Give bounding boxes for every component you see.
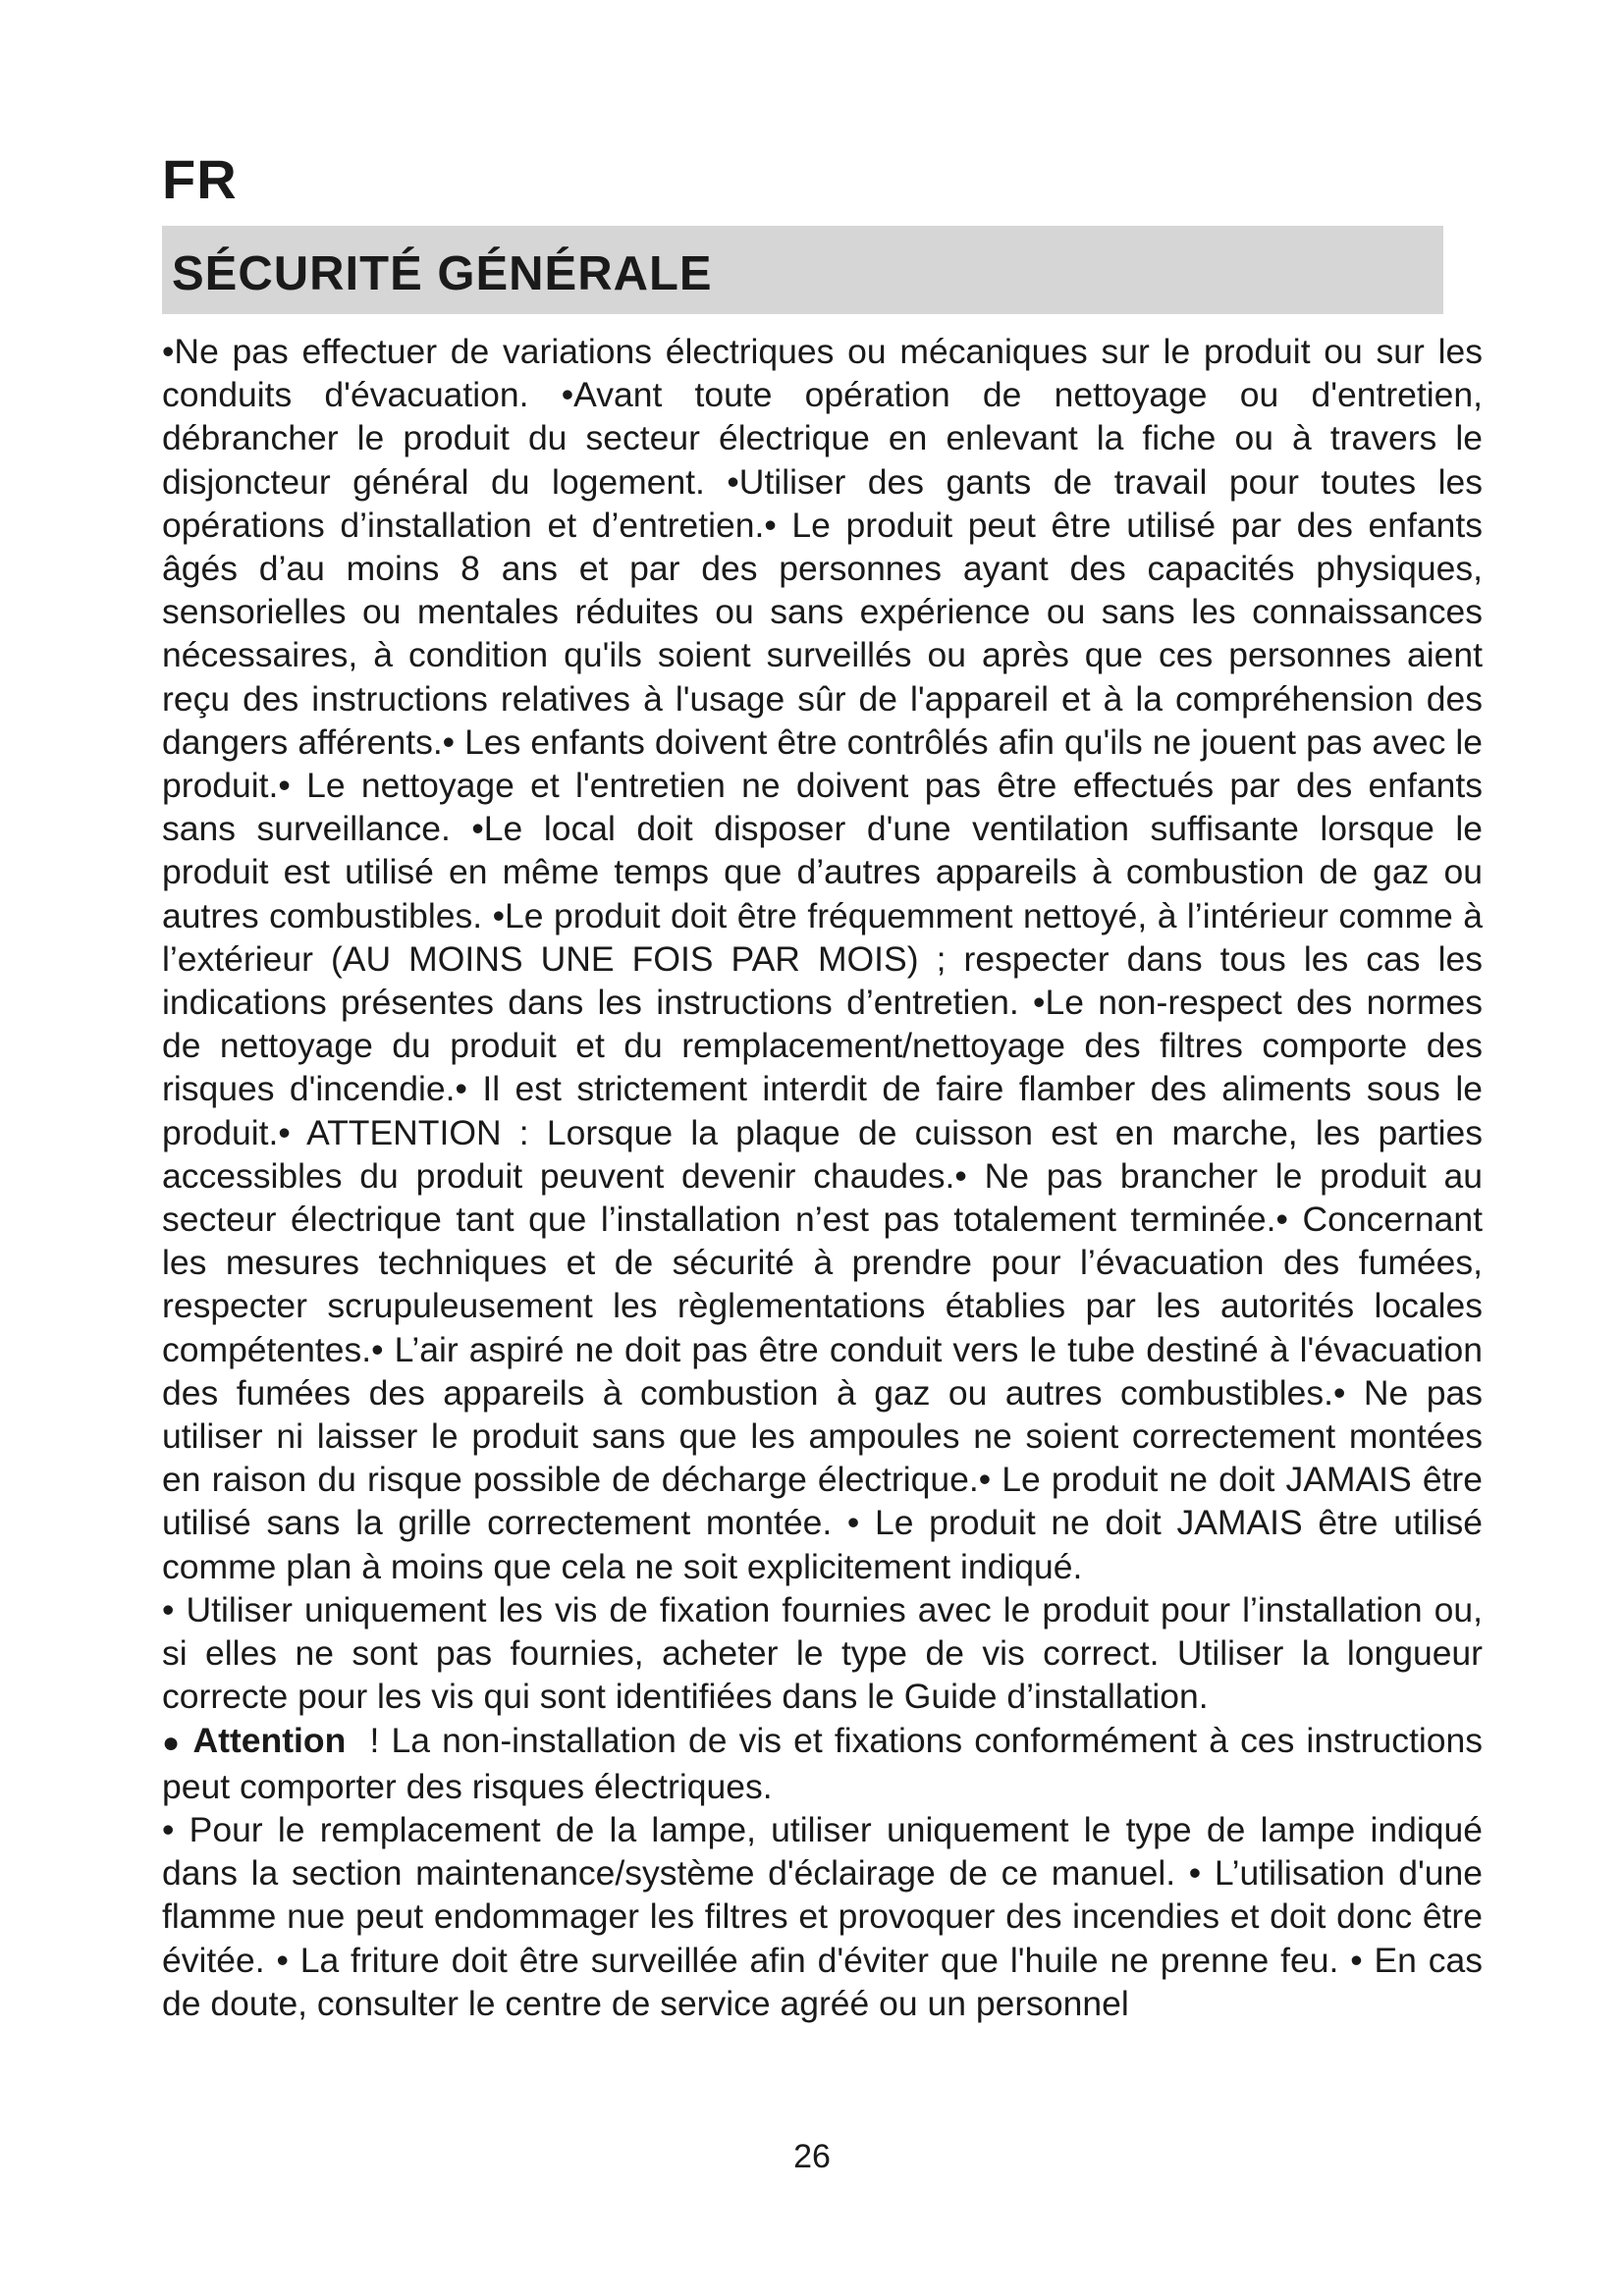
section-title: SÉCURITÉ GÉNÉRALE: [172, 246, 713, 300]
attention-paragraph: [162, 1719, 1483, 1808]
bullet-dot-icon: ●: [162, 1726, 181, 1759]
section-title-bar: [162, 226, 1443, 314]
page-number: 26: [793, 2138, 831, 2175]
attention-mark: !: [369, 1720, 380, 1760]
safety-text-body: [162, 330, 1483, 2025]
attention-text: La non-installation de vis et fixations conformément à ces instructions peut comporter des risques électriques.: [162, 1720, 1483, 1806]
safety-paragraph-1: •Ne pas effectuer de variations électriques ou mécaniques sur le produit ou sur les conduits d'évacuation. •Avant toute opération de nettoyage ou d'entretien, débrancher le produit du secteur électrique en enlevant la fiche ou à travers le disjoncteur général du logement. •Utiliser des gants de travail pour toutes les opérations d’installation et d’entretien.• Le produit peut être utilisé par des enfants âgés d’au moins 8 ans et par des personnes ayant des capacités physiques, sensorielles ou mentales réduites ou sans expérience ou sans les connaissances nécessaires, à condition qu'ils soient surveillés ou après que ces personnes aient reçu des instructions relatives à l'usage sûr de l'appareil et à la compréhension des dangers afférents.• Les enfants doivent être contrôlés afin qu'ils ne jouent pas avec le produit.• Le nettoyage et l'entretien ne doivent pas être effectués par des enfants sans surveillance. •Le local doit disposer d'une ventilation suffisante lorsque le produit est utilisé en même temps que d’autres appareils à combustion de gaz ou autres combustibles. •Le produit doit être fréquemment nettoyé, à l’intérieur comme à l’extérieur (AU MOINS UNE FOIS PAR MOIS) ; respecter dans tous les cas les indications présentes dans les instructions d’entretien. •Le non-respect des normes de nettoyage du produit et du remplacement/nettoyage des filtres comporte des risques d'incendie.• Il est strictement interdit de faire flamber des aliments sous le produit.• ATTENTION : Lorsque la plaque de cuisson est en marche, les parties accessibles du produit peuvent devenir chaudes.• Ne pas brancher le produit au secteur électrique tant que l’installation n’est pas totalement terminée.• Concernant les mesures techniques et de sécurité à prendre pour l’évacuation des fumées, respecter scrupuleusement les règlementations établies par les autorités locales compétentes.• L’air aspiré ne doit pas être conduit vers le tube destiné à l'évacuation des fumées des appareils à combustion à gaz ou autres combustibles.• Ne pas utiliser ni laisser le produit sans que les ampoules ne soient correctement montées en raison du risque possible de décharge électrique.• Le produit ne doit JAMAIS être utilisé sans la grille correctement montée. • Le produit ne doit JAMAIS être utilisé comme plan à moins que cela ne soit explicitement indiqué.: [162, 332, 1483, 1586]
language-label: FR: [162, 148, 238, 210]
screw-paragraph: • Utiliser uniquement les vis de fixation fournies avec le produit pour l’installation ou, si elles ne sont pas fournies, acheter le type de vis correct. Utiliser la longueur correcte pour les vis qui sont identifiées dans le Guide d’installation.: [162, 1589, 1483, 1717]
attention-label: Attention: [192, 1720, 347, 1760]
lamp-paragraph: • Pour le remplacement de la lampe, utiliser uniquement le type de lampe indiqué dans la section maintenance/système d'éclairage de ce manuel. • L’utilisation d'une flamme nue peut endommager les filtres et provoquer des incendies et doit donc être évitée. • La friture doit être surveillée afin d'éviter que l'huile ne prenne feu. • En cas de doute, consulter le centre de service agréé ou un personnel: [162, 1809, 1483, 2023]
